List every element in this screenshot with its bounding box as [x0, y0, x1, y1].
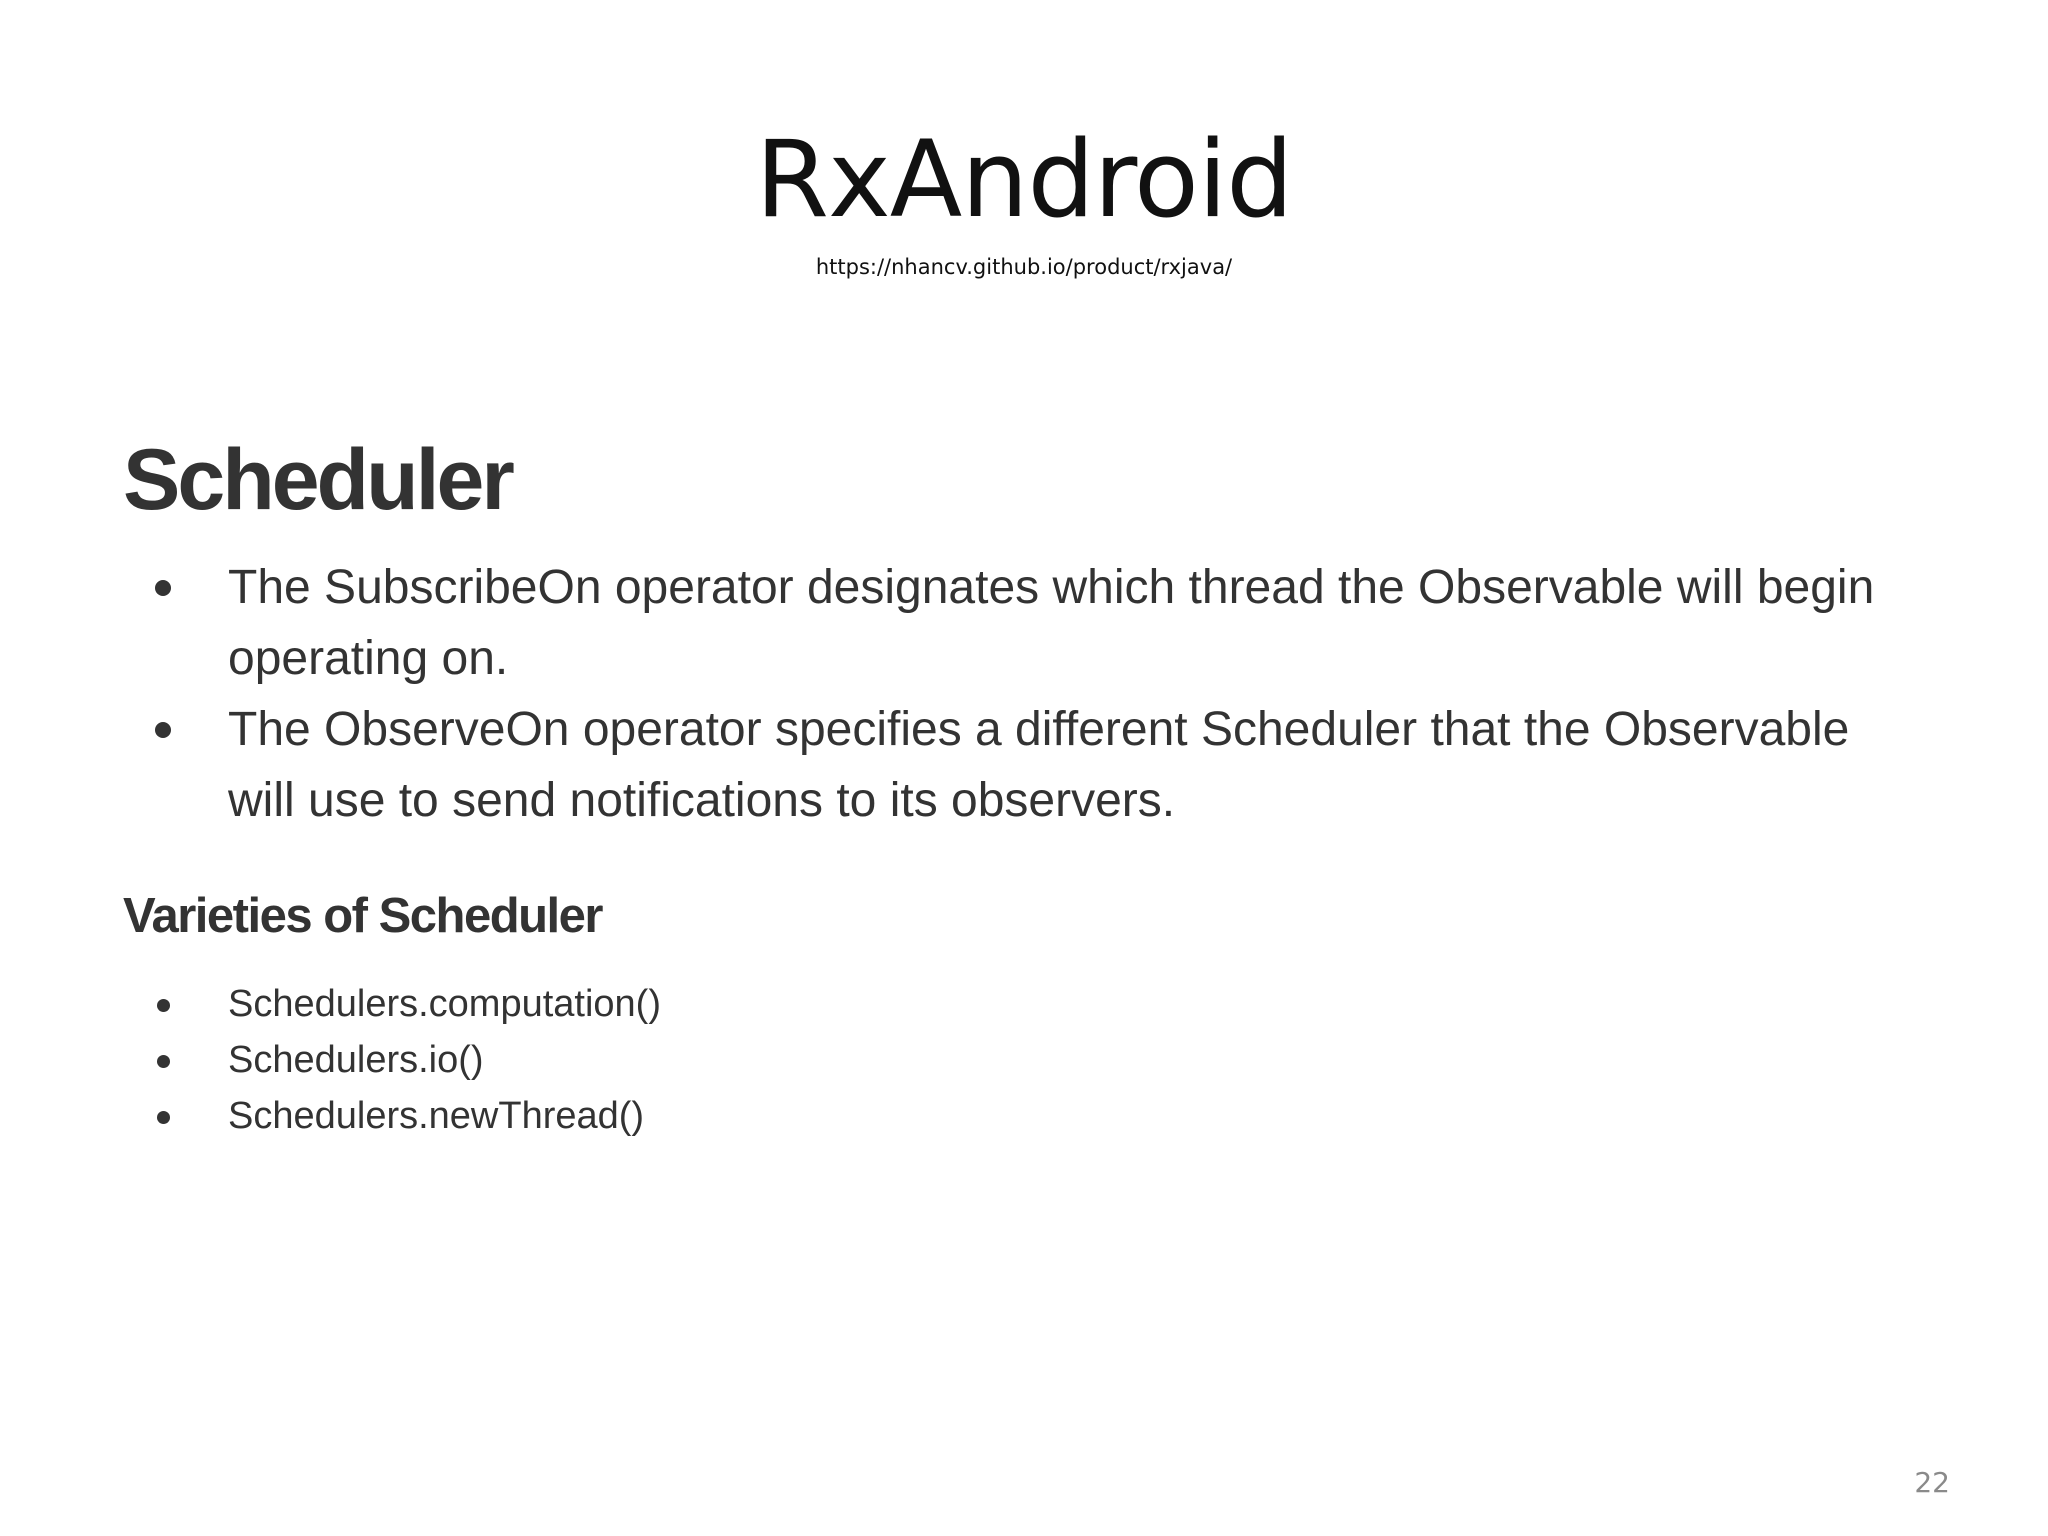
- bullet-text: The ObserveOn operator specifies a different Scheduler that the Observable will use to send notifications to its observers.: [228, 703, 1850, 827]
- bullet-icon: [157, 999, 170, 1012]
- section-heading: Scheduler: [123, 432, 512, 528]
- page-number: 22: [1914, 1466, 1950, 1499]
- slide-content: [123, 430, 1923, 1144]
- scheduler-name: Schedulers.io(): [228, 1039, 484, 1081]
- scheduler-name: Schedulers.computation(): [228, 983, 661, 1025]
- list-item: [123, 1088, 1923, 1144]
- bullet-icon: [155, 722, 171, 738]
- list-item: [123, 976, 1923, 1032]
- bullet-icon: [157, 1111, 170, 1124]
- varieties-heading: Varieties of Scheduler: [123, 889, 602, 943]
- varieties-list: [123, 976, 1923, 1144]
- slide-title: RxAndroid: [755, 118, 1293, 241]
- bullet-icon: [155, 580, 171, 596]
- list-item: [123, 1032, 1923, 1088]
- bullet-text: The SubscribeOn operator designates which thread the Observable will begin operating on.: [228, 561, 1875, 685]
- source-url: https://nhancv.github.io/product/rxjava/: [815, 255, 1233, 279]
- scheduler-bullet-list: [123, 552, 1923, 836]
- list-item: [123, 694, 1923, 836]
- list-item: [123, 552, 1923, 694]
- bullet-icon: [157, 1055, 170, 1068]
- scheduler-name: Schedulers.newThread(): [228, 1095, 645, 1137]
